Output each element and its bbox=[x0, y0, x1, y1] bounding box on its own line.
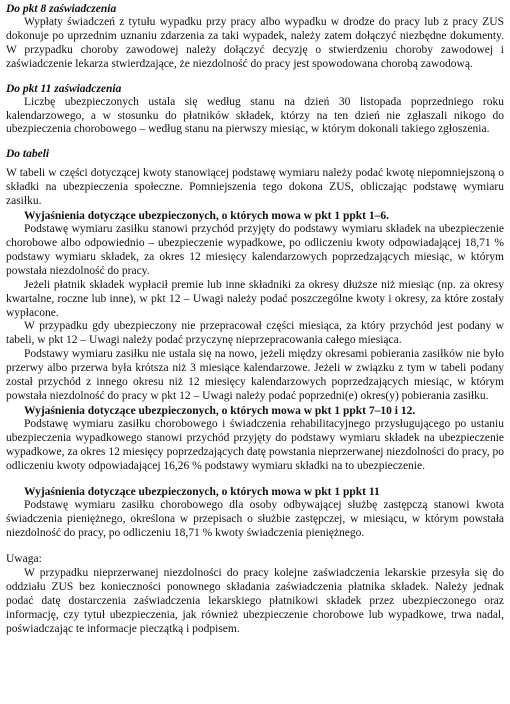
subheading-ppkt-7-10-12: Wyjaśnienia dotyczące ubezpieczonych, o których mowa w pkt 1 ppkt 7–10 i 12. bbox=[24, 404, 416, 417]
subheading-ppkt-11: Wyjaśnienia dotyczące ubezpieczonych, o których mowa w pkt 1 ppkt 11 bbox=[24, 486, 380, 499]
paragraph-tabeli-5: Podstawę wymiaru zasiłku chorobowego i świadczenia rehabilitacyjnego przysługującego po ustaniu ubezpieczenia wypadkowego stanowi przychód przyjęty do podstawy wymiaru składek na ubezpieczenie wypadkowe, za okres 12 miesięcy poprzedzających datę powstania nieprzerwanej niezdolności do pracy, po odliczeniu kwoty odpowiadającej 16,26 % podstawy wymiaru składki na to ubezpieczenie. bbox=[6, 417, 504, 472]
paragraph-tabeli-1: Podstawę wymiaru zasiłku stanowi przychód przyjęty do podstawy wymiaru składek na ubezpieczenie chorobowe albo odpowiednio – ubezpieczenie wypadkowe, po odliczeniu kwoty odpowiadającej 18,71 % podstawy wymiaru składek, za okres 12 miesięcy kalendarzowych poprzedzających miesiąc, w którym powstała niezdolność do pracy. bbox=[6, 223, 504, 277]
paragraph-tabeli-intro: W tabeli w części dotyczącej kwoty stanowiącej podstawę wymiaru należy podać kwotę niepomniejszoną o składki na ubezpieczenia społeczne. Pomniejszenia tego dokona ZUS, obliczając podstawę wymiaru zasiłku. bbox=[6, 167, 504, 208]
section-heading-pkt8: Do pkt 8 zaświadczenia bbox=[6, 3, 117, 15]
paragraph-tabeli-6: Podstawę wymiaru zasiłku chorobowego dla osoby odbywającej służbę zastępczą stanowi kwota świadczenia pieniężnego, określona w przepisach o służbie zastępczej, w miesiącu, w którym powstała niezdolność do pracy, po odliczeniu 18,71 % kwoty świadczenia pieniężnego. bbox=[6, 499, 504, 540]
paragraph-tabeli-3: W przypadku gdy ubezpieczony nie przepracował części miesiąca, za który przychód jest podany w tabeli, w pkt 12 – Uwagi należy podać przyczynę nieprzepracowania całego miesiąca. bbox=[6, 320, 504, 347]
paragraph-tabeli-4: Podstawy wymiaru zasiłku nie ustala się na nowo, jeżeli między okresami pobierania zasiłków nie było przerwy albo przerwa była krótsza niż 3 miesiące kalendarzowe. Jeżeli w związku z tym w tabeli podany został przychód z innego okresu niż 12 miesięcy kalendarzowych poprzedzających miesiąc, w którym powstała niezdolność do pracy w pkt 12 – Uwagi należy podać poprzedni(e) okres(y) pobierania zasiłku. bbox=[6, 348, 504, 402]
section-heading-tabeli: Do tabeli bbox=[6, 148, 50, 161]
uwaga-heading: Uwaga: bbox=[6, 553, 42, 566]
paragraph-uwaga: W przypadku nieprzerwanej niezdolności do pracy kolejne zaświadczenia lekarskie przesyła się do oddziału ZUS bez konieczności ponownego składania zaświadczenia płatnika składek. Należy jednak podać datę dostarczenia zaświadczenia lekarskiego płatnikowi składek przez ubezpieczonego oraz informację, czy tytuł ubezpieczenia, jak również ubezpieczenie chorobowe lub wypadkowe, trwa nadal, poświadczając te informacje pieczątką i podpisem. bbox=[6, 567, 504, 635]
paragraph-tabeli-2: Jeżeli płatnik składek wypłacił premie lub inne składniki za okresy dłuższe niż miesiąc (np. za okresy kwartalne, roczne lub inne), w pkt 12 – Uwagi należy podać poszczególne kwoty i okresy, za które zostały wypłacone. bbox=[6, 278, 504, 319]
subheading-ppkt-1-6: Wyjaśnienia dotyczące ubezpieczonych, o których mowa w pkt 1 ppkt 1–6. bbox=[24, 210, 390, 223]
paragraph-pkt11: Liczbę ubezpieczonych ustala się według stanu na dzień 30 listopada poprzedniego roku kalendarzowego, a w stosunku do płatników składek, którzy na ten dzień nie zgłaszali nikogo do ubezpieczenia chorobowego – według stanu na pierwszy miesiąc, w którym dokonali takiego zgłoszenia. bbox=[6, 95, 504, 136]
paragraph-pkt8: Wypłaty świadczeń z tytułu wypadku przy pracy albo wypadku w drodze do pracy lub z pracy ZUS dokonuje po uprzednim uznaniu zdarzenia za taki wypadek, należy zatem dołączyć niezbędne dokumenty. W przypadku choroby zawodowej należy dołączyć decyzję o stwierdzeniu choroby zawodowej i zaświadczenie lekarza stwierdzające, że niezdolność do pracy jest spowodowana chorobą zawodową. bbox=[6, 16, 504, 70]
section-heading-pkt11: Do pkt 11 zaświadczenia bbox=[6, 82, 122, 95]
